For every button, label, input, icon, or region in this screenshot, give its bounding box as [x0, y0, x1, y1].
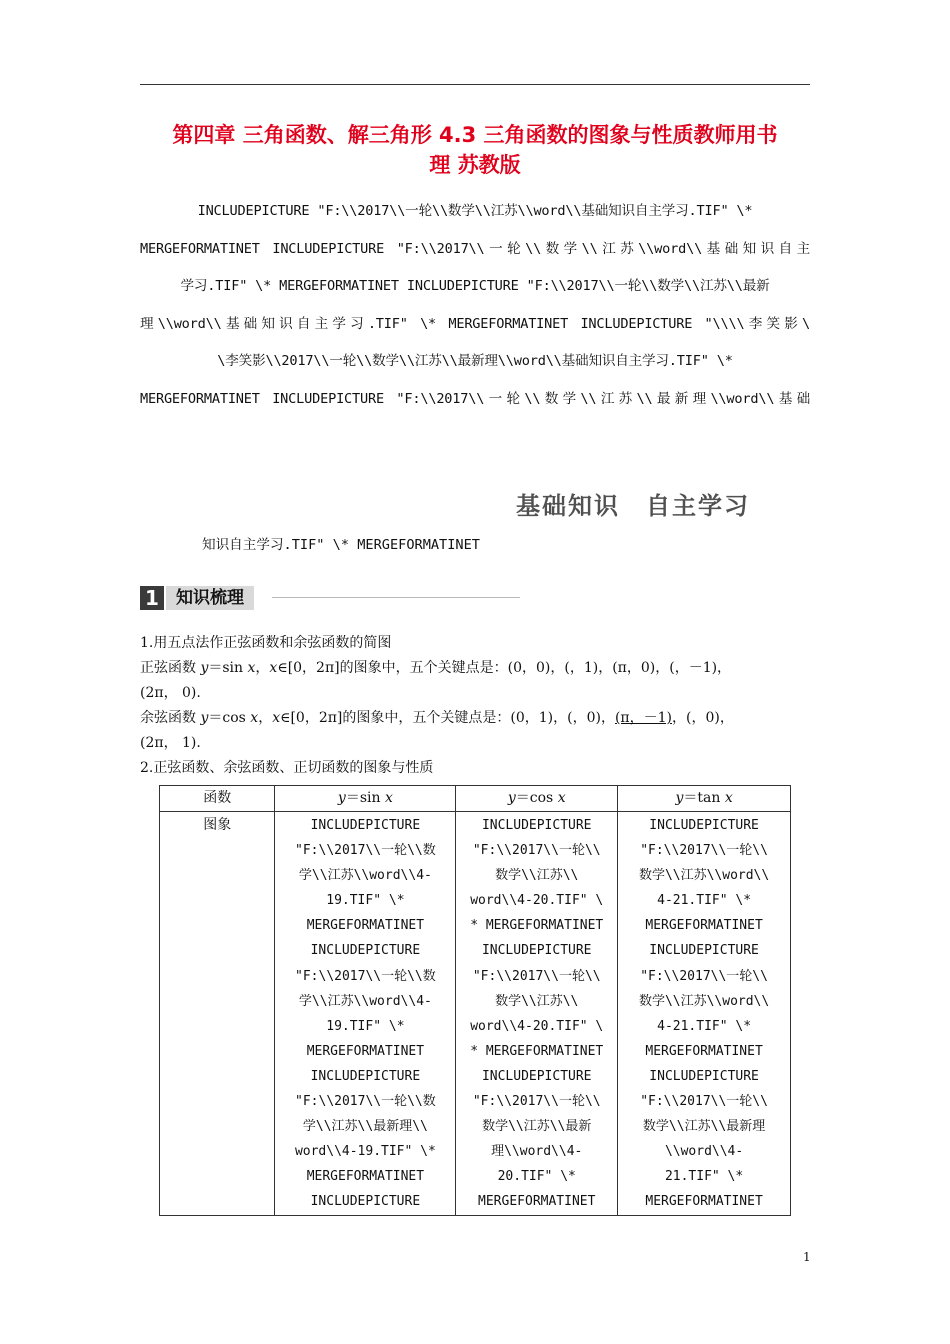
- section-banner: 基础知识 自主学习: [516, 492, 750, 520]
- include-field-block: [140, 193, 810, 418]
- cell-line: MERGEFORMATINET: [306, 918, 425, 934]
- text-span: 正弦函数: [140, 660, 201, 676]
- cell-line: \\word\\4-: [664, 1144, 744, 1160]
- cell-line: 数学\\江苏\\word\\: [638, 993, 770, 1009]
- text-span: ＝sin: [345, 790, 385, 806]
- table-header-row: [160, 786, 791, 812]
- math-var: y: [507, 790, 516, 806]
- include-line: MERGEFORMATINET INCLUDEPICTURE "F:\\2017\\一轮\\数学\\江苏\\word\\基础知识自主: [140, 240, 810, 257]
- math-var: x: [250, 710, 259, 726]
- title-line-1: 第四章 三角函数、解三角形 4.3 三角函数的图象与性质教师用书: [172, 123, 778, 147]
- include-line: 学习.TIF" \* MERGEFORMATINET INCLUDEPICTURE "F:\\2017\\一轮\\数学\\江苏\\最新: [180, 278, 770, 294]
- cell-line: 19.TIF" \*: [326, 1018, 405, 1034]
- cell-line: 数学\\江苏\\最新理: [642, 1119, 766, 1135]
- paragraph: (2π， 1).: [140, 735, 201, 751]
- cell-line: 21.TIF" \*: [664, 1169, 744, 1185]
- text-span: ＝cos: [515, 790, 558, 806]
- table-header-cell: [275, 786, 456, 812]
- text-span: ＝cos: [208, 710, 251, 726]
- cell-line: INCLUDEPICTURE: [310, 943, 421, 959]
- math-var: x: [247, 660, 256, 676]
- math-var: x: [557, 790, 566, 806]
- include-line: \李笑影\\2017\\一轮\\数学\\江苏\\最新理\\word\\基础知识自主学习.TIF" \*: [217, 353, 733, 369]
- cell-line: * MERGEFORMATINET: [470, 918, 604, 934]
- cell-line: 学\\江苏\\word\\4-: [298, 993, 432, 1009]
- math-var: y: [200, 710, 209, 726]
- header-rule: [140, 84, 810, 85]
- text-span: ，: [255, 660, 270, 676]
- paragraph: 1.用五点法作正弦函数和余弦函数的简图: [140, 635, 392, 651]
- table-header-cell: 函数: [160, 786, 275, 812]
- paragraph: 2.正弦函数、余弦函数、正切函数的图象与性质: [140, 760, 434, 776]
- cell-line: "F:\\2017\\一轮\\数: [295, 968, 436, 984]
- cell-line: 数学\\江苏\\word\\: [638, 868, 770, 884]
- cell-line: INCLUDEPICTURE: [481, 943, 592, 959]
- cell-line: word\\4-19.TIF" \*: [294, 1144, 436, 1160]
- cell-line: INCLUDEPICTURE: [649, 1068, 759, 1084]
- cell-line: INCLUDEPICTURE: [649, 943, 759, 959]
- math-var: x: [272, 710, 281, 726]
- function-properties-table: [159, 785, 791, 1216]
- cell-line: word\\4-20.TIF" \: [470, 1018, 604, 1034]
- text-span: 余弦函数: [140, 710, 201, 726]
- cell-line: "F:\\2017\\一轮\\: [472, 843, 601, 859]
- text-span: ∈[0，2π]的图象中，五个关键点是：(0，0)，(，1)，(π，0)，(，－1)，: [277, 660, 732, 676]
- math-var: y: [675, 790, 684, 806]
- cell-line: INCLUDEPICTURE: [310, 1068, 421, 1084]
- cell-line: 19.TIF" \*: [326, 893, 405, 909]
- paragraph: (2π， 0).: [140, 685, 201, 701]
- cell-line: 20.TIF" \*: [497, 1169, 576, 1185]
- table-row: [160, 812, 791, 1216]
- cell-line: "F:\\2017\\一轮\\: [472, 1094, 601, 1110]
- cell-line: MERGEFORMATINET: [306, 1043, 425, 1059]
- cell-line: MERGEFORMATINET: [645, 1194, 763, 1210]
- body-text: [140, 631, 820, 781]
- cell-line: INCLUDEPICTURE: [481, 818, 592, 833]
- paragraph-cosine: [140, 706, 820, 731]
- title-line-2: 理 苏教版: [429, 153, 521, 177]
- cell-line: 4-21.TIF" \*: [657, 1018, 752, 1034]
- cell-line: * MERGEFORMATINET: [470, 1043, 604, 1059]
- graph-cell-tan: [618, 812, 791, 1216]
- paragraph-sine: [140, 656, 820, 681]
- graph-cell-cos: [456, 812, 618, 1216]
- cell-line: MERGEFORMATINET: [645, 1043, 763, 1059]
- cell-line: INCLUDEPICTURE: [481, 1068, 592, 1084]
- graph-cell-sin: [275, 812, 456, 1216]
- table-header-cell: [618, 786, 791, 812]
- math-var: y: [200, 660, 209, 676]
- section-heading: [140, 586, 520, 612]
- cell-line: MERGEFORMATINET: [478, 1194, 596, 1210]
- document-title: [140, 120, 810, 180]
- include-line: MERGEFORMATINET INCLUDEPICTURE "F:\\2017\\一轮\\数学\\江苏\\最新理\\word\\基础: [140, 390, 810, 407]
- page-number: 1: [803, 1250, 811, 1264]
- include-field-tail: 知识自主学习.TIF" \* MERGEFORMATINET: [202, 537, 480, 553]
- text-span: ∈[0，2π]的图象中，五个关键点是：(0，1)，(，0)，: [280, 710, 615, 726]
- text-span: ，: [258, 710, 273, 726]
- cell-line: "F:\\2017\\一轮\\: [472, 968, 601, 984]
- section-number: 1: [140, 586, 164, 610]
- cell-line: 4-21.TIF" \*: [657, 893, 752, 909]
- cell-line: "F:\\2017\\一轮\\数: [295, 1094, 436, 1110]
- cell-line: 理\\word\\4-: [491, 1144, 583, 1160]
- cell-line: 数学\\江苏\\: [495, 993, 579, 1009]
- cell-line: "F:\\2017\\一轮\\: [640, 1094, 768, 1110]
- underlined-answer: (π，－1): [614, 710, 673, 726]
- cell-line: "F:\\2017\\一轮\\: [640, 968, 768, 984]
- text-span: ＝sin: [208, 660, 248, 676]
- cell-line: 学\\江苏\\最新理\\: [302, 1119, 428, 1135]
- cell-line: 学\\江苏\\word\\4-: [298, 868, 432, 884]
- table-header-cell: [456, 786, 618, 812]
- cell-line: MERGEFORMATINET: [645, 918, 763, 934]
- cell-line: MERGEFORMATINET: [306, 1169, 425, 1185]
- include-line: INCLUDEPICTURE "F:\\2017\\一轮\\数学\\江苏\\word\\基础知识自主学习.TIF" \*: [197, 203, 753, 219]
- math-var: x: [269, 660, 278, 676]
- text-span: ＝tan: [683, 790, 725, 806]
- row-label-cell: 图象: [160, 812, 275, 1216]
- math-var: x: [384, 790, 393, 806]
- math-var: x: [724, 790, 733, 806]
- cell-line: 数学\\江苏\\最新: [482, 1119, 592, 1135]
- cell-line: "F:\\2017\\一轮\\: [640, 843, 768, 859]
- math-var: y: [337, 790, 346, 806]
- cell-line: word\\4-20.TIF" \: [470, 893, 604, 909]
- cell-line: INCLUDEPICTURE: [649, 818, 759, 833]
- section-label: 知识梳理: [166, 586, 254, 610]
- section-divider: [272, 597, 520, 598]
- text-span: ，(，0)，: [672, 710, 734, 726]
- include-line: 理\\word\\基础知识自主学习.TIF" \* MERGEFORMATINET INCLUDEPICTURE "\\\\李笑影\: [140, 315, 810, 332]
- cell-line: INCLUDEPICTURE: [310, 1194, 421, 1210]
- cell-line: "F:\\2017\\一轮\\数: [295, 843, 436, 859]
- cell-line: INCLUDEPICTURE: [310, 818, 421, 833]
- cell-line: 数学\\江苏\\: [495, 868, 579, 884]
